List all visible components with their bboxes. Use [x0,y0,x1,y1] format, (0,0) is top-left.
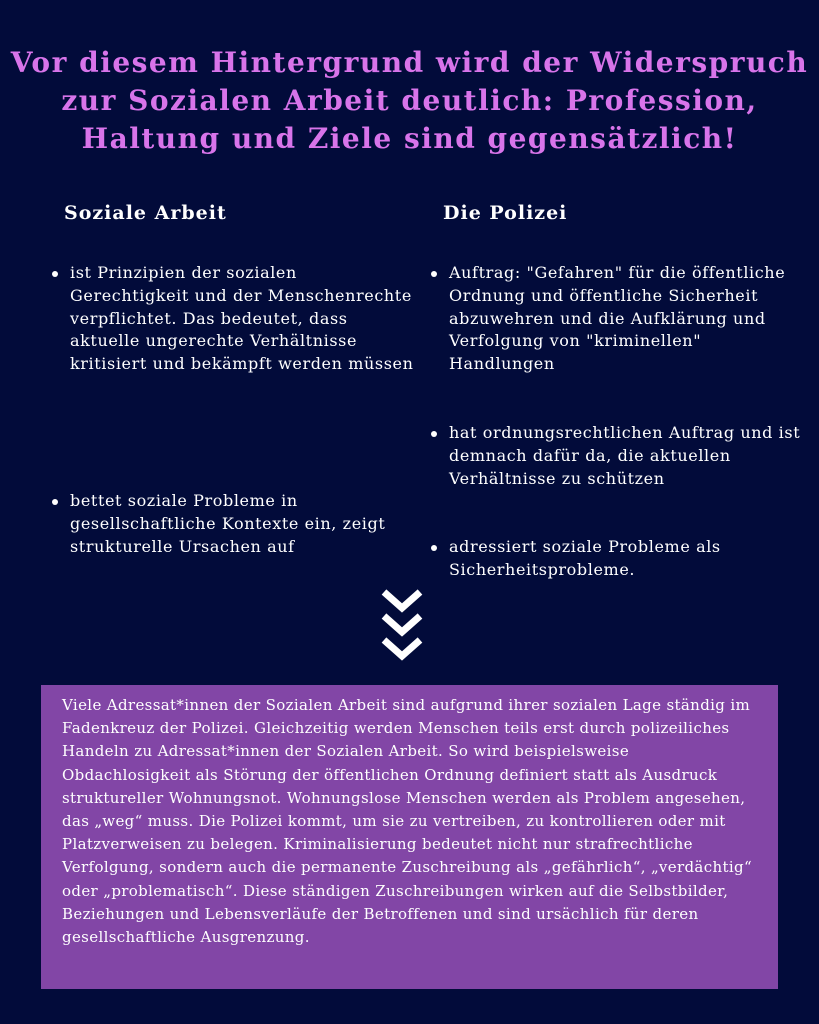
summary-text: Viele Adressat*innen der Sozialen Arbeit sind aufgrund ihrer sozialen Lage ständig im Fadenkreuz der Polizei. Gleichzeitig werden Menschen teils erst durch polizeiliches Handeln zu Adressat*innen der Sozialen Arbeit. So wird beispielsweise Obdachlosigkeit als Störung der öffentlichen Ordnung definiert statt als Ausdruck struktureller Wohnungsnot. Wohnungslose Menschen werden als Problem angesehen, das „weg“ muss. Die Polizei kommt, um sie zu vertreiben, zu kontrollieren oder mit Platzverweisen zu belegen. Kriminalisierung bedeutet nicht nur strafrechtliche Verfolgung, sondern auch die permanente Zuschreibung als „gefährlich“, „verdächtig“ oder „problematisch“. Diese ständigen Zuschreibungen wirken auf die Selbstbilder, Beziehungen und Lebensverläufe der Betroffenen und sind ursächlich für deren gesellschaftliche Ausgrenzung. [62,696,752,947]
page-title: Vor diesem Hintergrund wird der Widerspruch zur Sozialen Arbeit deutlich: Profession, Haltung und Ziele sind gegensätzlich! [10,46,809,155]
summary-box [41,685,778,989]
list-item: ist Prinzipien der sozialen Gerechtigkeit und der Menschenrechte verpflichtet. Das bedeutet, dass aktuelle ungerechte Verhältnisse kritisiert und bekämpft werden müssen [52,262,415,376]
triple-chevron-down-icon [381,588,423,668]
column-heading-soziale-arbeit: Soziale Arbeit [64,202,227,224]
column-heading-polizei: Die Polizei [443,202,568,224]
list-item: Auftrag: "Gefahren" für die öffentliche Ordnung und öffentliche Sicherheit abzuwehren und die Aufklärung und Verfolgung von "kriminellen" Handlungen [431,262,809,376]
list-item: bettet soziale Probleme in gesellschaftliche Kontexte ein, zeigt strukturelle Ursachen auf [52,490,415,558]
list-item: hat ordnungsrechtlichen Auftrag und ist demnach dafür da, die aktuellen Verhältnisse zu schützen [431,422,809,490]
list-item: adressiert soziale Probleme als Sicherheitsprobleme. [431,536,809,582]
